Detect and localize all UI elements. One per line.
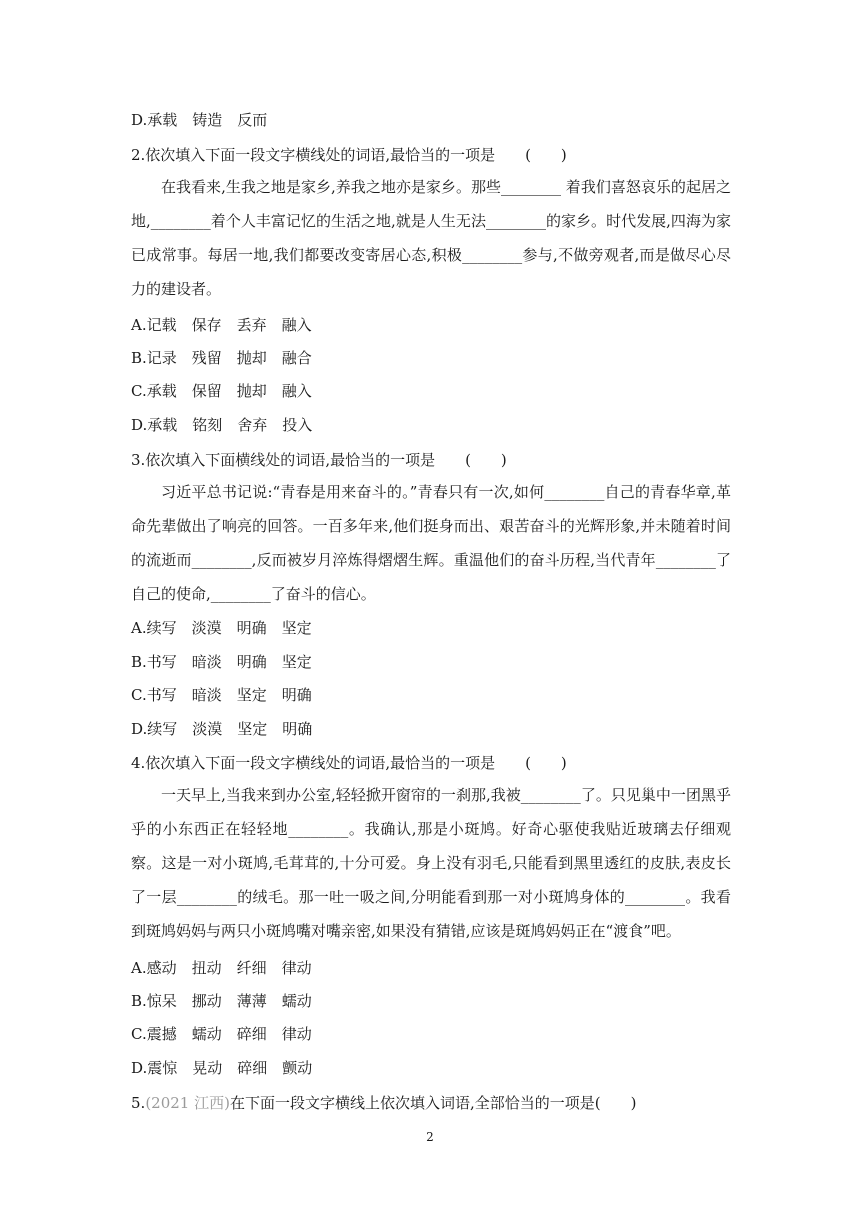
q2-passage: 在我看来,生我之地是家乡,养我之地亦是家乡。那些________ 着我们喜怒哀乐的起居之地,________着个人丰富记忆的生活之地,就是人生无法________的家乡。时代发展,四海为家已成常事。每居一地,我们都要改变寄居心态,积极________参与,不做旁观者,而是做尽心尽力的建设者。 (131, 178, 731, 298)
q5-number: 5. (131, 1094, 146, 1112)
q4-option-d: D.震惊 晃动 碎细 颤动 (131, 1059, 313, 1077)
q4-option-c: C.震撼 蠕动 碎细 律动 (131, 1025, 312, 1043)
q3-option-b: B.书写 暗淡 明确 坚定 (131, 653, 312, 671)
q3-option-d: D.续写 淡漠 坚定 明确 (131, 720, 313, 738)
q2-stem: 2.依次填入下面一段文字横线处的词语,最恰当的一项是 ( ) (131, 146, 567, 164)
q5-stem-line (131, 1093, 636, 1113)
q5-stem: 在下面一段文字横线上依次填入词语,全部恰当的一项是( ) (229, 1094, 637, 1112)
q4-option-a: A.感动 扭动 纤细 律动 (131, 959, 312, 977)
q1-option-d: D.承载 铸造 反而 (131, 111, 268, 129)
q3-option-a: A.续写 淡漠 明确 坚定 (131, 619, 312, 637)
q4-passage: 一天早上,当我来到办公室,轻轻掀开窗帘的一刹那,我被________了。只见巢中一团黑乎乎的小东西正在轻轻地________。我确认,那是小斑鸠。好奇心驱使我贴近玻璃去仔细观察。这是一对小斑鸠,毛茸茸的,十分可爱。身上没有羽毛,只能看到黑里透红的皮肤,表皮长了一层________的绒毛。那一吐一吸之间,分明能看到那一对小斑鸠身体的________。我看到斑鸠妈妈与两只小斑鸠嘴对嘴亲密,如果没有猜错,应该是斑鸠妈妈正在“渡食”吧。 (131, 786, 731, 940)
q3-option-c: C.书写 暗淡 坚定 明确 (131, 686, 312, 704)
q2-option-b: B.记录 残留 抛却 融合 (131, 349, 312, 367)
q4-stem: 4.依次填入下面一段文字横线处的词语,最恰当的一项是 ( ) (131, 754, 567, 772)
q2-option-a: A.记载 保存 丢弃 融入 (131, 316, 312, 334)
q2-option-c: C.承载 保留 抛却 融入 (131, 382, 312, 400)
q3-passage: 习近平总书记说:“青春是用来奋斗的。”青春只有一次,如何________自己的青春华章,革命先辈做出了响亮的回答。一百多年来,他们挺身而出、艰苦奋斗的光辉形象,并未随着时间的流逝而________,反而被岁月淬炼得熠熠生辉。重温他们的奋斗历程,当代青年________了自己的使命,________了奋斗的信心。 (131, 483, 731, 603)
q4-option-b: B.惊呆 挪动 薄薄 蠕动 (131, 992, 312, 1010)
q3-stem: 3.依次填入下面横线处的词语,最恰当的一项是 ( ) (131, 451, 507, 469)
q5-source: (2021 江西) (145, 1094, 230, 1112)
page-number: 2 (426, 1130, 434, 1144)
q2-option-d: D.承载 铭刻 舍弃 投入 (131, 416, 313, 434)
